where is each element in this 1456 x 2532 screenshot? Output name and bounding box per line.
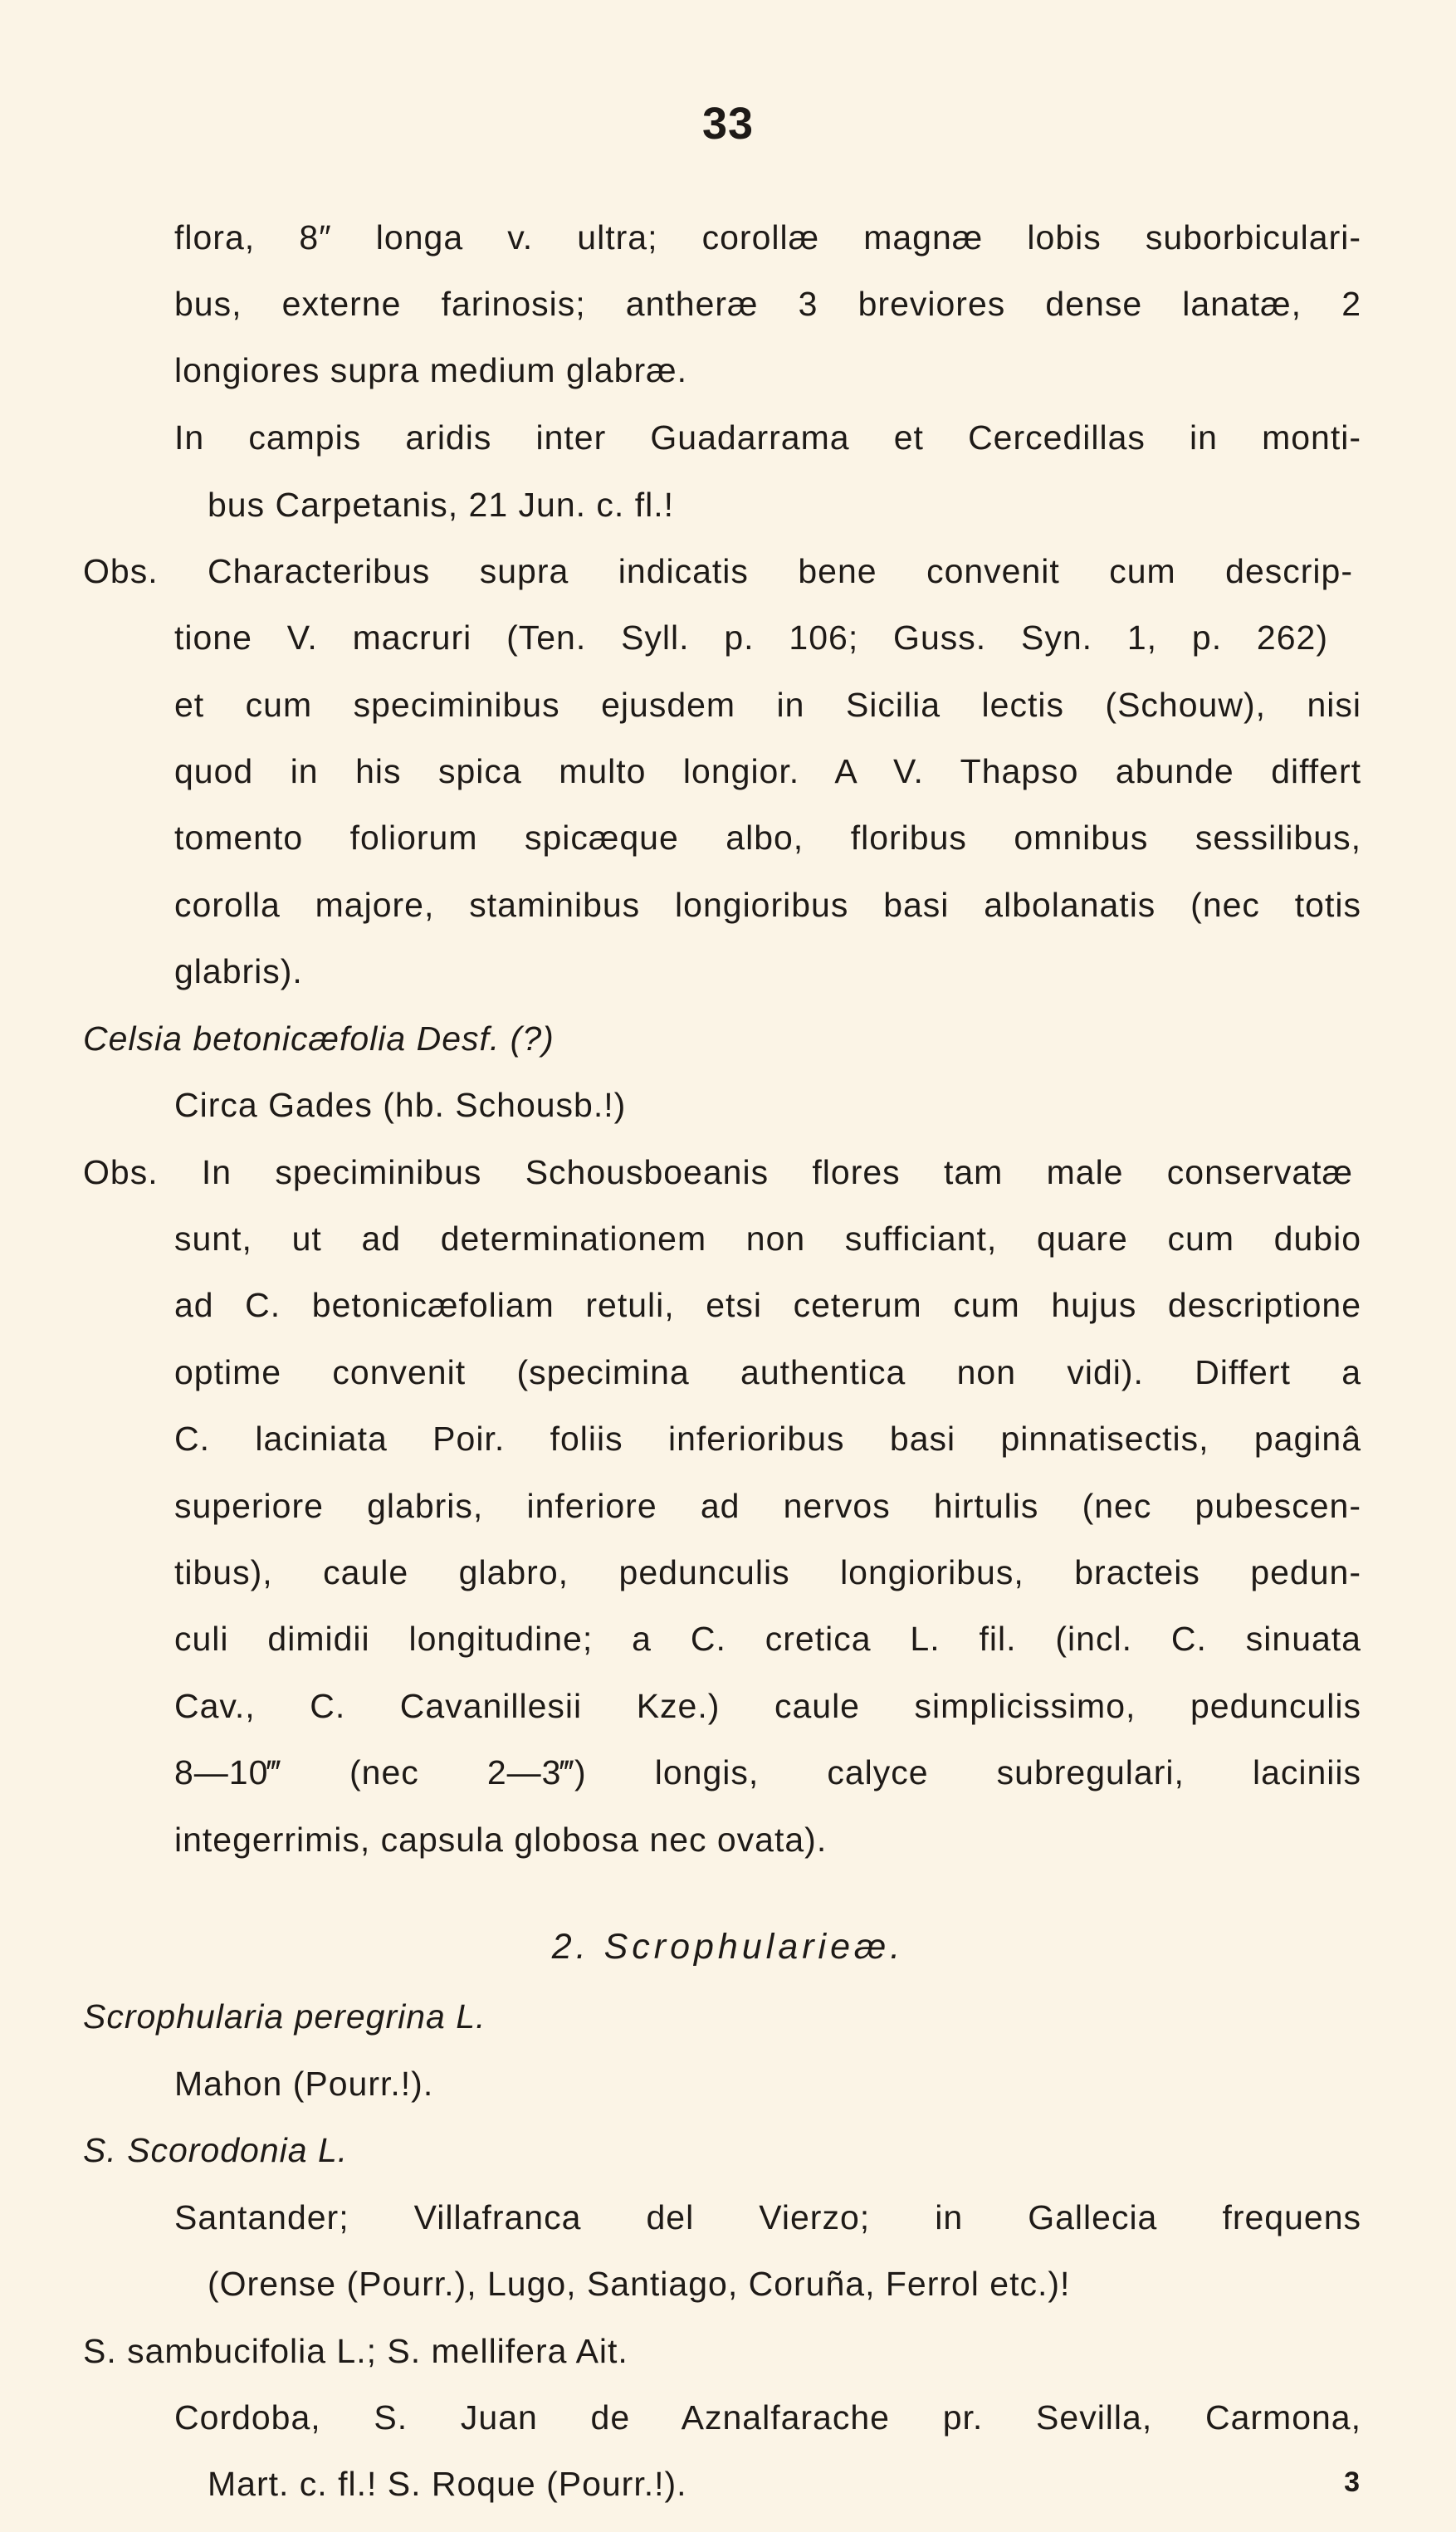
text-line: 8—10‴ (nec 2—3‴) longis, calyce subregulari, laciniis [174,1753,1361,1791]
text-line: Cordoba, S. Juan de Aznalfarache pr. Sevilla, Carmona, [174,2398,1361,2437]
text-line: Circa Gades (hb. Schousb.!) [174,1086,627,1124]
text-line: Obs. Characteribus supra indicatis bene convenit cum descrip- [83,552,1353,590]
text-line: quod in his spica multo longior. A V. Thapso abunde differt [174,752,1361,790]
text-line: integerrimis, capsula globosa nec ovata). [174,1821,828,1859]
text-line: longiores supra medium glabræ. [174,351,687,389]
text-line: Celsia betonicæfolia Desf. (?) [83,1019,555,1058]
text-line: Scrophularia peregrina L. [83,1997,486,2036]
text-line: C. laciniata Poir. foliis inferioribus basi pinnatisectis, paginâ [174,1420,1361,1458]
text-line: culi dimidii longitudine; a C. cretica L. fil. (incl. C. sinuata [174,1620,1361,1658]
text-line: et cum speciminibus ejusdem in Sicilia lectis (Schouw), nisi [174,686,1361,724]
text-line: Mahon (Pourr.!). [174,2065,434,2103]
text-line: corolla majore, staminibus longioribus basi albolanatis (nec totis [174,886,1361,924]
text-line: optime convenit (specimina authentica non vidi). Differt a [174,1353,1361,1391]
text-line: glabris). [174,952,303,990]
text-line: tione V. macruri (Ten. Syll. p. 106; Guss. Syn. 1, p. 262) [174,618,1328,657]
text-line: Cav., C. Cavanillesii Kze.) caule simplicissimo, pedunculis [174,1687,1361,1725]
section-heading: 2. Scrophularieæ. [551,1927,905,1967]
text-line: tomento foliorum spicæque albo, floribus omnibus sessilibus, [174,819,1361,857]
text-line: bus Carpetanis, 21 Jun. c. fl.! [208,486,674,524]
text-line: sunt, ut ad determinationem non sufficiant, quare cum dubio [174,1220,1361,1258]
text-line: S. Scorodonia L. [83,2131,349,2169]
text-line: Mart. c. fl.! S. Roque (Pourr.!). [208,2465,687,2503]
text-line: S. sambucifolia L.; S. mellifera Ait. [83,2332,628,2370]
text-line: In campis aridis inter Guadarrama et Cercedillas in monti- [174,418,1361,457]
text-line: superiore glabris, inferiore ad nervos hirtulis (nec pubescen- [174,1487,1361,1525]
page-number: 33 [701,99,755,149]
text-line: ad C. betonicæfoliam retuli, etsi ceterum cum hujus descriptione [174,1286,1361,1324]
text-line: tibus), caule glabro, pedunculis longioribus, bracteis pedun- [174,1553,1361,1591]
text-line: bus, externe farinosis; antheræ 3 breviores dense lanatæ, 2 [174,285,1361,323]
text-line: flora, 8″ longa v. ultra; corollæ magnæ lobis suborbiculari- [174,218,1361,257]
text-line: Obs. In speciminibus Schousboeanis flores tam male conservatæ [83,1153,1353,1191]
text-line: (Orense (Pourr.), Lugo, Santiago, Coruña, Ferrol etc.)! [208,2265,1071,2303]
text-line: Santander; Villafranca del Vierzo; in Gallecia frequens [174,2198,1361,2236]
signature-mark: 3 [1344,2466,1361,2498]
